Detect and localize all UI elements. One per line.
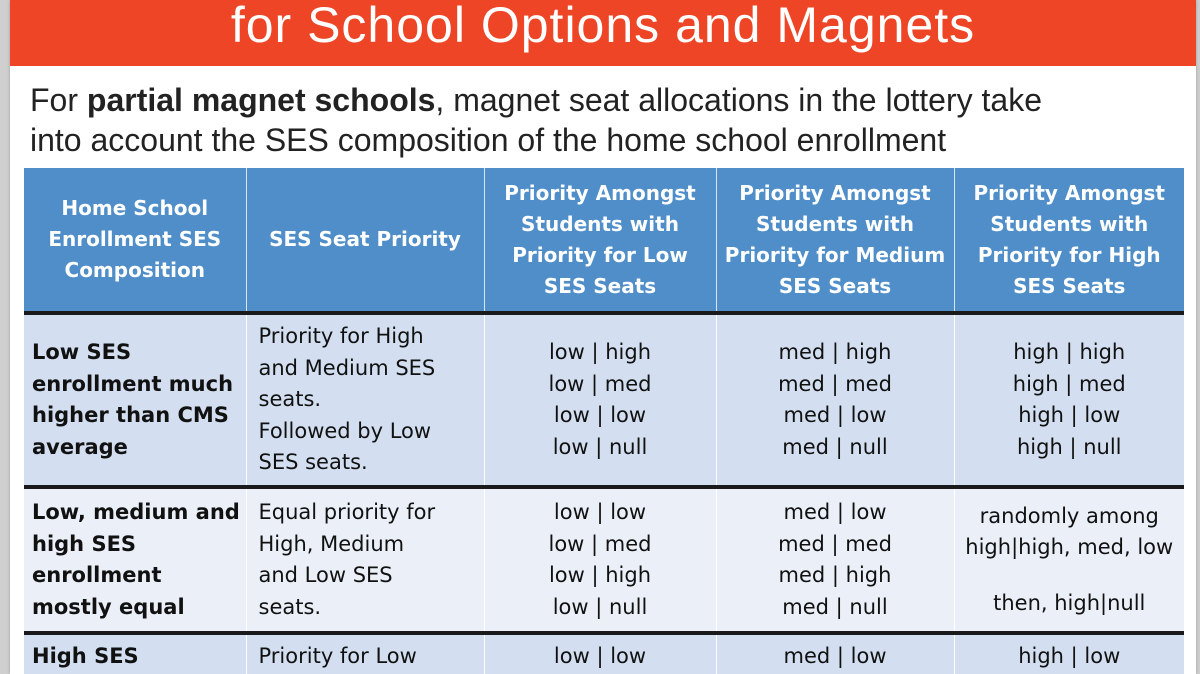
row-composition: Low SES enrollment much higher than CMS average xyxy=(24,313,246,487)
table-row xyxy=(24,633,1184,674)
row-medium-pairs: med | low med | med med | high med | null xyxy=(716,487,954,633)
col-header-composition: Home School Enrollment SES Composition xyxy=(24,168,246,313)
slide xyxy=(10,0,1196,674)
row-low-pairs: low | low xyxy=(484,633,716,674)
intro-text xyxy=(30,80,1180,160)
row-medium-pairs: med | high med | med med | low med | null xyxy=(716,313,954,487)
table-header-row xyxy=(24,168,1184,313)
row-composition: Low, medium and high SES enrollment mostly equal xyxy=(24,487,246,633)
row-seat-priority: Priority for High and Medium SES seats. Followed by Low SES seats. xyxy=(246,313,484,487)
row-high-pairs: randomly among high|high, med, low then, high|null xyxy=(954,487,1184,633)
table-row xyxy=(24,313,1184,487)
slide-title: for School Options and Magnets xyxy=(230,0,976,53)
col-header-low-priority: Priority Amongst Students with Priority for Low SES Seats xyxy=(484,168,716,313)
intro-rest: , magnet seat allocations in the lottery take xyxy=(435,82,1042,118)
intro-bold-term: partial magnet schools xyxy=(86,82,436,118)
row-low-pairs: low | low low | med low | high low | null xyxy=(484,487,716,633)
title-banner xyxy=(10,0,1196,66)
col-header-medium-priority: Priority Amongst Students with Priority for Medium SES Seats xyxy=(716,168,954,313)
row-medium-pairs: med | low xyxy=(716,633,954,674)
row-seat-priority: Equal priority for High, Medium and Low SES seats. xyxy=(246,487,484,633)
table-row xyxy=(24,487,1184,633)
col-header-high-priority: Priority Amongst Students with Priority for High SES Seats xyxy=(954,168,1184,313)
intro-line-2: into account the SES composition of the home school enrollment xyxy=(30,122,947,158)
row-low-pairs: low | high low | med low | low low | null xyxy=(484,313,716,487)
intro-prefix: For xyxy=(30,82,87,118)
col-header-seat-priority: SES Seat Priority xyxy=(246,168,484,313)
row-high-pairs: high | low xyxy=(954,633,1184,674)
row-composition: High SES xyxy=(24,633,246,674)
ses-priority-table xyxy=(24,168,1184,674)
row-seat-priority: Priority for Low xyxy=(246,633,484,674)
row-high-pairs: high | high high | med high | low high | null xyxy=(954,313,1184,487)
